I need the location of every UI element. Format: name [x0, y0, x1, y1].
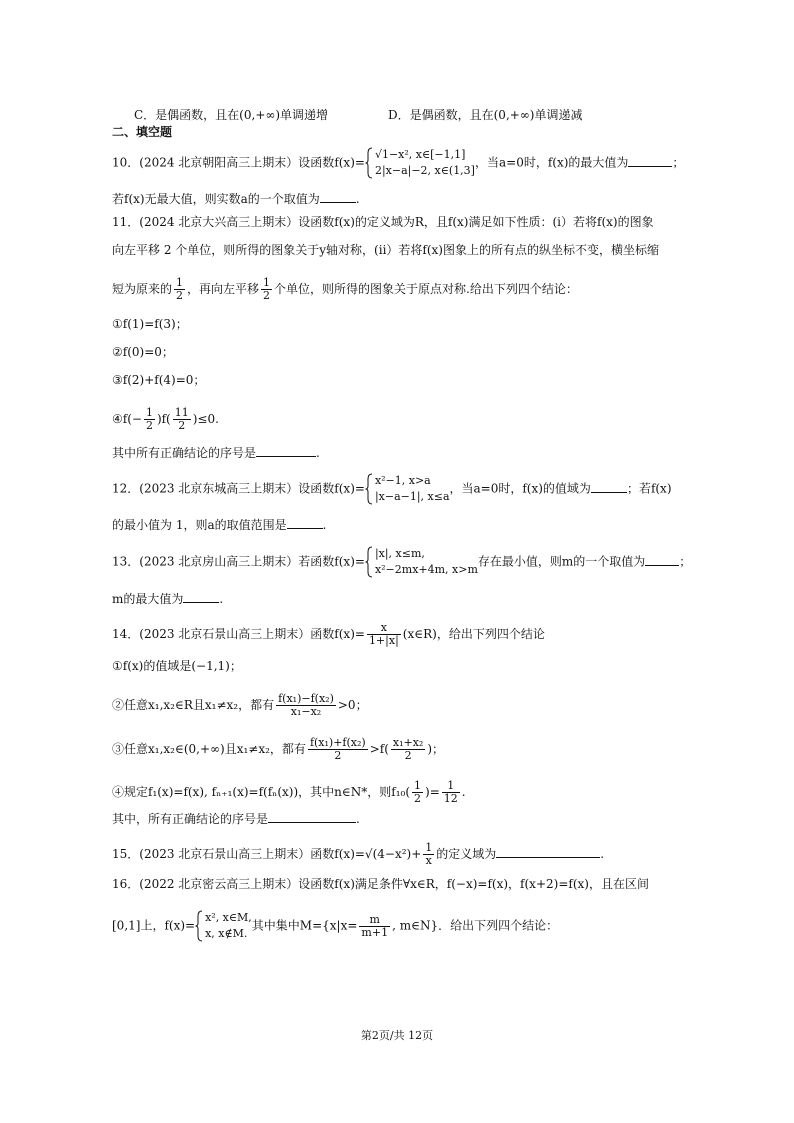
- section-heading: 二、填空题: [112, 125, 173, 139]
- fraction-half: $\frac{1}{2}$: [176, 276, 184, 302]
- question-13-line1: [112, 546, 691, 578]
- q12-piecewise: [365, 473, 450, 505]
- q11-conclusion-2: ②f(0)=0；: [112, 345, 174, 359]
- q11-tail-text: 其中所有正确结论的序号是: [112, 446, 257, 460]
- answer-blank[interactable]: [591, 480, 627, 493]
- q14-c3b: >f(: [369, 742, 389, 756]
- q10-line2-text: 若f(x)无最大值，则实数a的一个取值为: [112, 192, 320, 206]
- q14-c2b: >0；: [337, 698, 368, 712]
- q14-tail: [112, 810, 360, 827]
- answer-blank[interactable]: [287, 516, 323, 529]
- q14-c4b: )=: [425, 785, 440, 799]
- q11-conclusion-3: ③f(2)+f(4)=0；: [112, 373, 206, 387]
- q11-conclusion-4: [112, 407, 219, 432]
- q14-prefix: 14．(2023 北京石景山高三上期末）函数f(x)=: [112, 627, 365, 641]
- question-13-line2: [112, 590, 223, 607]
- q15-end: .: [600, 847, 605, 861]
- q14-c4c: .: [461, 785, 466, 799]
- q10-mid: ，当a=0时，f(x)的最大值为: [474, 155, 629, 170]
- q12-line2-end: .: [322, 518, 327, 532]
- q14-conclusion-2: [112, 693, 368, 718]
- question-12-line2: [112, 516, 326, 533]
- q13-case2: x²−2mx+4m, x>m: [374, 563, 478, 576]
- q13-end: ；: [679, 554, 692, 569]
- q16-piecewise: [195, 910, 252, 942]
- q12-line2-text: 的最小值为 1，则a的取值范围是: [112, 518, 287, 532]
- q12-mid: ，当a=0时，f(x)的值域为: [449, 481, 591, 496]
- q15-fraction: $\frac{1}{x}$: [425, 841, 433, 867]
- q14-c3-fraction2: $\frac{\text{x₁+x₂}}{2}$: [392, 736, 424, 762]
- q12-case1: x²−1, x>a: [374, 474, 431, 487]
- q11-c4c: )≤0.: [192, 412, 219, 426]
- brace-icon: [365, 473, 373, 505]
- option-c: C．是偶函数，且在(0,+∞)单调递增: [134, 108, 329, 122]
- q13-prefix: 13．(2023 北京房山高三上期末）若函数f(x)=: [112, 554, 365, 569]
- answer-blank[interactable]: [628, 154, 672, 167]
- answer-blank[interactable]: [256, 444, 316, 457]
- answer-blank[interactable]: [645, 553, 679, 566]
- question-11-line1: 11．(2024 北京大兴高三上期末）设函数f(x)的定义域为R，且f(x)满足如下性质：(i）若将f(x)的图象: [112, 215, 654, 229]
- q10-line2-end: .: [355, 192, 360, 206]
- q14-fraction: $\frac{x}{1+|x|}$: [368, 621, 399, 647]
- q11-c4a: ④f(−: [112, 412, 142, 426]
- question-16-line1: 16．(2022 北京密云高三上期末）设函数f(x)满足条件∀x∈R，f(−x)=f(x)，f(x+2)=f(x)，且在区间: [112, 877, 649, 891]
- q10-case2: 2|x−a|−2, x∈(1,3]: [374, 164, 475, 177]
- page-footer: 第2页/共 12页: [360, 1029, 434, 1042]
- q14-c3-fraction: $\frac{\text{f(x₁)+f(x₂)}}{2}$: [309, 736, 366, 762]
- answer-blank[interactable]: [183, 590, 219, 603]
- q14-c3a: ③任意x₁,x₂∈(0,+∞)且x₁≠x₂，都有: [112, 742, 306, 756]
- q11-l3a: 短为原来的: [112, 282, 173, 296]
- question-10-line1: [112, 147, 684, 179]
- option-d: D．是偶函数，且在(0,+∞)单调递减: [388, 108, 583, 122]
- q16-case1: x², x∈M,: [205, 911, 252, 924]
- q10-case1: √1−x², x∈[−1,1]: [374, 148, 466, 161]
- answer-blank[interactable]: [320, 190, 356, 203]
- q10-prefix: 10．(2024 北京朝阳高三上期末）设函数: [112, 155, 335, 170]
- q10-piecewise: [365, 147, 475, 179]
- q10-fx: f(x)=: [334, 155, 365, 170]
- q12-case2: |x−a−1|, x≤a: [374, 490, 450, 503]
- q14-c2a: ②任意x₁,x₂∈R且x₁≠x₂，都有: [112, 698, 275, 712]
- question-15: [112, 842, 604, 867]
- q11-l3b: ，再向左平移: [187, 282, 260, 296]
- q13-line2-end: .: [219, 592, 224, 606]
- brace-icon: [195, 910, 203, 942]
- q13-mid: 存在最小值，则m的一个取值为: [477, 554, 646, 569]
- q11-conclusion-1: ①f(1)=f(3)；: [112, 317, 188, 331]
- question-14-line1: [112, 622, 545, 647]
- q14-c4a: ④规定f₁(x)=f(x), fₙ₊₁(x)=f(fₙ(x))，其中n∈N*，则f₁₀(: [112, 785, 411, 799]
- fraction-half: $\frac{1}{2}$: [263, 276, 271, 302]
- fraction-eleven-halves: $\frac{11}{2}$: [174, 406, 189, 432]
- question-12-line1: [112, 473, 672, 505]
- q16-l2b: 其中集中M={x|x=: [251, 918, 358, 933]
- q15-post: 的定义域为: [436, 847, 497, 861]
- answer-blank[interactable]: [496, 845, 600, 858]
- q14-c4-fraction: $\frac{1}{2}$: [414, 779, 422, 805]
- q14-conclusion-1: ①f(x)的值域是(−1,1)；: [112, 659, 242, 673]
- answer-blank[interactable]: [268, 810, 356, 823]
- q14-tail-end: .: [356, 812, 360, 826]
- q13-line2-text: m的最大值为: [112, 592, 184, 606]
- brace-icon: [365, 147, 373, 179]
- brace-icon: [365, 546, 373, 578]
- q16-case2: x, x∉M.: [205, 927, 248, 940]
- q14-conclusion-4: [112, 780, 466, 805]
- q14-tail-text: 其中，所有正确结论的序号是: [112, 812, 269, 826]
- question-16-line2: [112, 910, 558, 942]
- question-11-line2: 向左平移 2 个单位，则所得的图象关于y轴对称，(ii）若将f(x)图象上的所有点的纵坐标不变，横坐标缩: [112, 243, 659, 257]
- question-11-line3: [112, 277, 578, 302]
- q11-c4b: )f(: [156, 412, 171, 426]
- q16-l2a: [0,1]上，f(x)=: [112, 918, 196, 933]
- q13-case1: |x|, x≤m,: [374, 547, 425, 560]
- q15-prefix: 15．(2023 北京石景山高三上期末）函数f(x)=√(4−x²)+: [112, 847, 422, 861]
- q16-l2c: , m∈N}．给出下列四个结论：: [392, 918, 559, 933]
- q12-prefix: 12．(2023 北京东城高三上期末）设函数f(x)=: [112, 481, 365, 496]
- q11-tail-end: .: [316, 446, 320, 460]
- q13-piecewise: [365, 546, 478, 578]
- q11-l3c: 个单位，则所得的图象关于原点对称.给出下列四个结论：: [274, 282, 578, 296]
- q14-c3c: )；: [427, 742, 445, 756]
- q10-end: ；: [672, 155, 685, 170]
- q14-conclusion-3: [112, 737, 444, 762]
- q16-fraction: $\frac{m}{m+1}$: [361, 912, 389, 939]
- q14-c4-fraction2: $\frac{1}{12}$: [443, 779, 458, 805]
- q11-tail: [112, 444, 320, 461]
- question-10-line2: [112, 190, 360, 207]
- q12-end: ；若f(x): [626, 481, 672, 496]
- fraction-half: $\frac{1}{2}$: [145, 406, 153, 432]
- q14-post: (x∈R)，给出下列四个结论: [402, 627, 545, 641]
- q14-c2-fraction: $\frac{\text{f(x₁)−f(x₂)}}{\text{x₁−x₂}}$: [278, 692, 334, 718]
